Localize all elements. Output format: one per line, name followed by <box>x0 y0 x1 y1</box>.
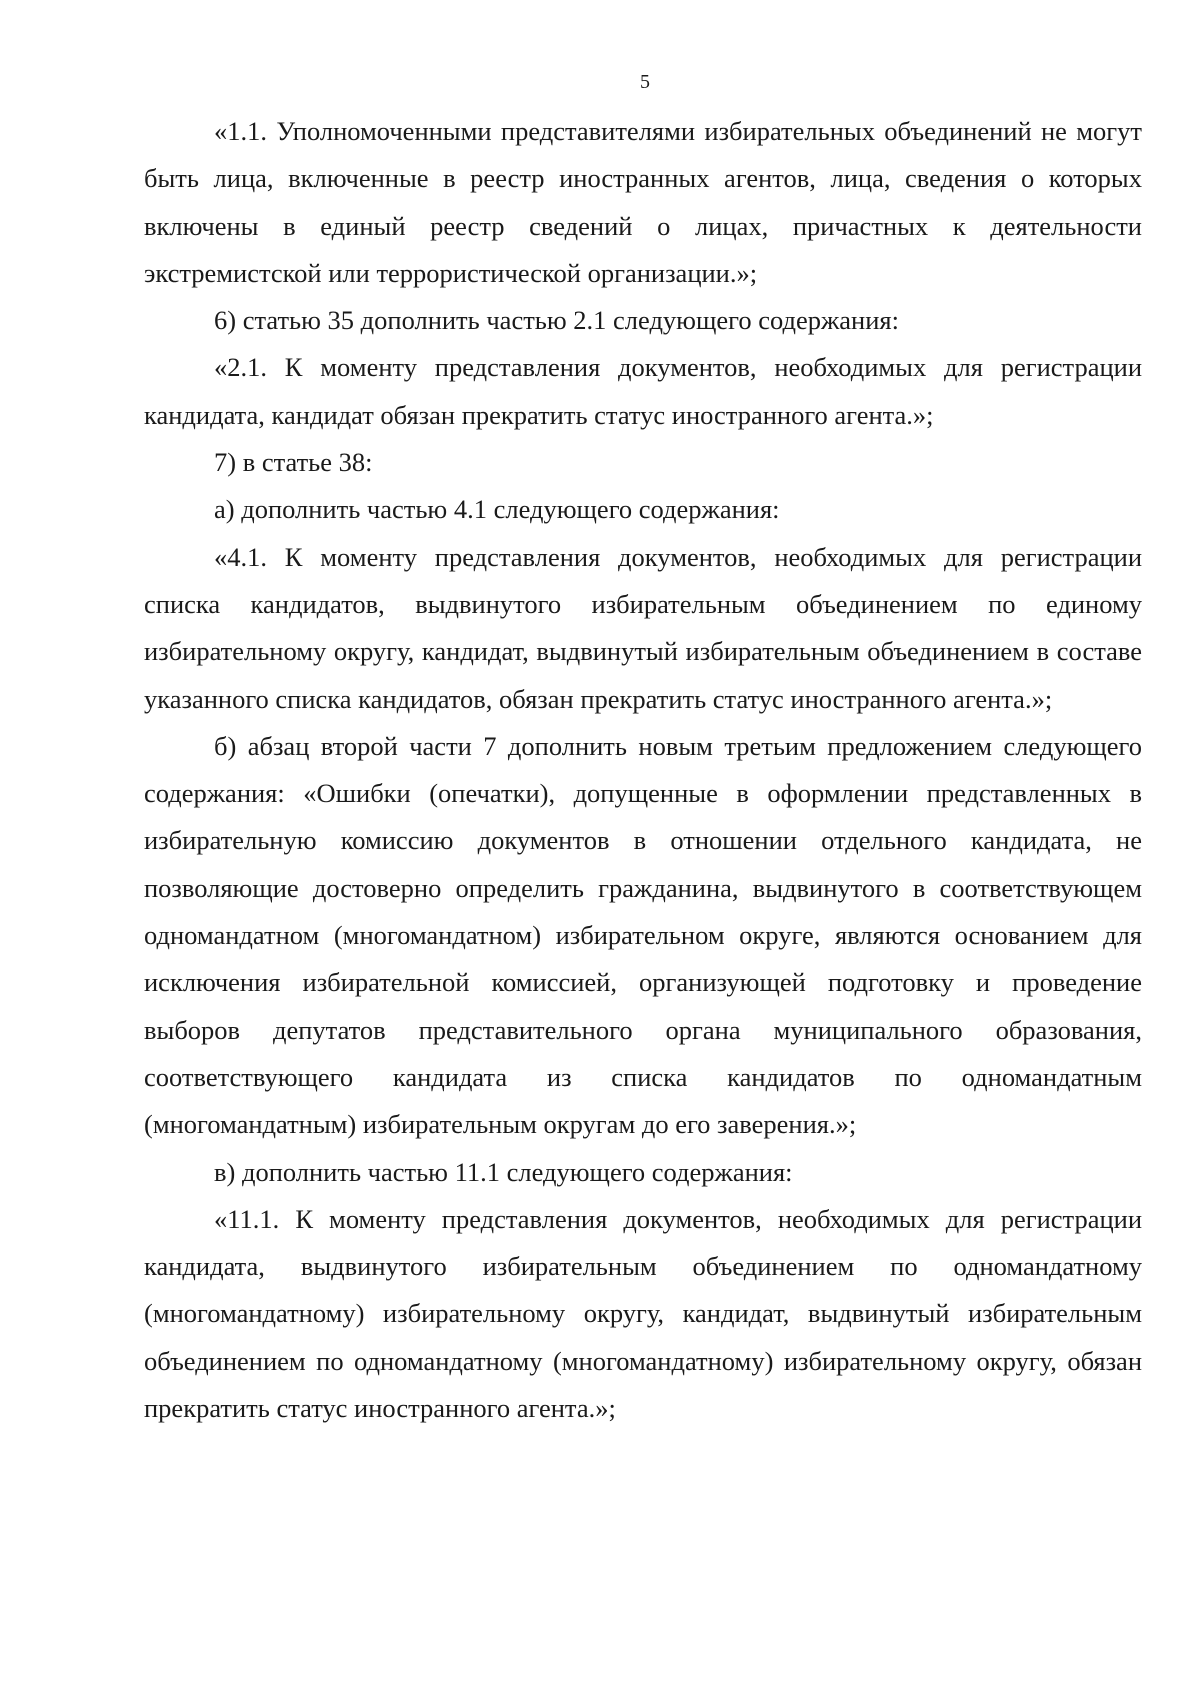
document-body <box>144 108 1142 1432</box>
paragraph-item-7b: б) абзац второй части 7 дополнить новым третьим предложением следующего содержания: «Ошибки (опечатки), допущенные в оформлении представленных в избирательную комиссию документов в отношении отдельного кандидата, не позволяющие достоверно определить гражданина, выдвинутого в соответствующем одномандатном (многомандатном) избирательном округе, являются основанием для исключения избирательной комиссией, организующей подготовку и проведение выборов депутатов представительного органа муниципального образования, соответствующего кандидата из списка кандидатов по одномандатным (многомандатным) избирательным округам до его заверения.»; <box>144 730 1142 1140</box>
paragraph-item-7a: а) дополнить частью 4.1 следующего содержания: <box>214 494 780 525</box>
paragraph-1-1-representatives: «1.1. Уполномоченными представителями избирательных объединений не могут быть лица, включенные в реестр иностранных агентов, лица, сведения о которых включены в единый реестр сведений о лицах, причастных к деятельности экстремистской или террористической организации.»; <box>144 116 1142 288</box>
paragraph-item-7: 7) в статье 38: <box>214 447 373 478</box>
paragraph-11-1-single-mandate: «11.1. К моменту представления документов, необходимых для регистрации кандидата, выдвинутого избирательным объединением по одномандатному (многомандатному) избирательному округу, кандидат, выдвинутый избирательным объединением по одномандатному (многомандатному) избирательному округу, обязан прекратить статус иностранного агента.»; <box>144 1203 1142 1424</box>
paragraph-4-1-candidate-list: «4.1. К моменту представления документов, необходимых для регистрации списка кандидатов, выдвинутого избирательным объединением по единому избирательному округу, кандидат, выдвинутый избирательным объединением в составе указанного списка кандидатов, обязан прекратить статус иностранного агента.»; <box>144 541 1142 714</box>
paragraph-item-6: 6) статью 35 дополнить частью 2.1 следующего содержания: <box>214 305 899 336</box>
paragraph-2-1-candidate: «2.1. К моменту представления документов, необходимых для регистрации кандидата, кандидат обязан прекратить статус иностранного агента.»; <box>144 352 1142 430</box>
page-number: 5 <box>640 71 650 93</box>
paragraph-item-7v: в) дополнить частью 11.1 следующего содержания: <box>214 1156 793 1187</box>
